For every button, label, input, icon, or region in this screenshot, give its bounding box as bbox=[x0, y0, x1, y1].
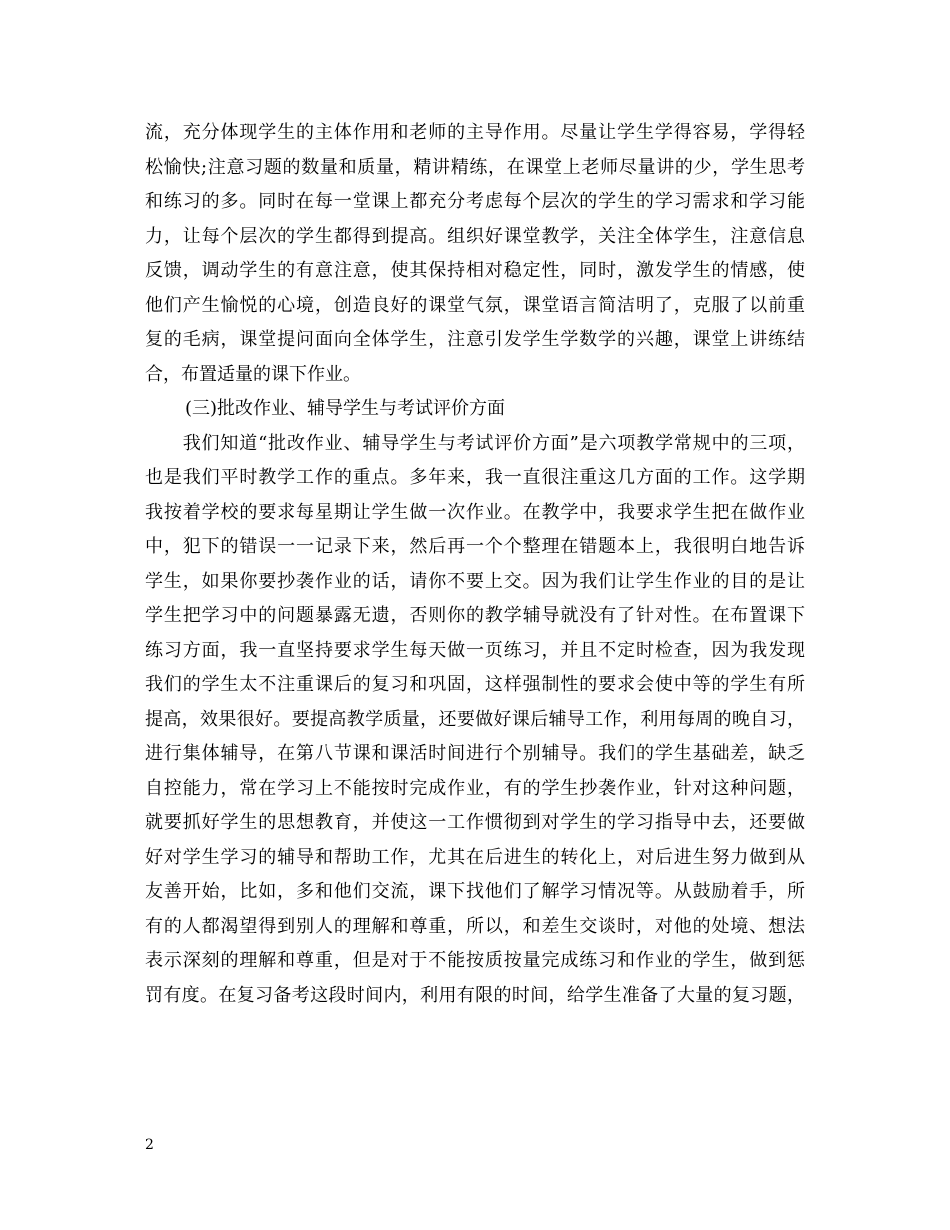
text-line: 也是我们平时教学工作的重点。多年来，我一直很注重这几方面的工作。这学期 bbox=[145, 467, 805, 488]
body-text bbox=[145, 116, 805, 1013]
text-line: 练习方面，我一直坚持要求学生每天做一页练习，并且不定时检查，因为我发现 bbox=[145, 639, 805, 661]
section-heading bbox=[145, 392, 805, 427]
text-line: 流，充分体现学生的主体作用和老师的主导作用。尽量让学生学得容易，学得轻 bbox=[145, 122, 805, 143]
text-line: 友善开始，比如，多和他们交流，课下找他们了解学习情况等。从鼓励着手，所 bbox=[145, 881, 805, 902]
text-line: 表示深刻的理解和尊重，但是对于不能按质按量完成练习和作业的学生，做到惩 bbox=[145, 950, 805, 971]
text-line: 我按着学校的要求每星期让学生做一次作业。在教学中，我要求学生把在做作业 bbox=[145, 501, 805, 523]
text-line: 复的毛病，课堂提问面向全体学生，注意引发学生学数学的兴趣，课堂上讲练结 bbox=[145, 329, 805, 350]
text-line: 力，让每个层次的学生都得到提高。组织好课堂教学，关注全体学生，注意信息 bbox=[145, 225, 805, 247]
text-line: 学生把学习中的问题暴露无遗，否则你的教学辅导就没有了针对性。在布置课下 bbox=[145, 605, 805, 626]
text-line: 提高，效果很好。要提高教学质量，还要做好课后辅导工作，利用每周的晚自习， bbox=[145, 708, 805, 730]
text-line: 我们的学生太不注重课后的复习和巩固，这样强制性的要求会使中等的学生有所 bbox=[145, 674, 805, 695]
paragraph-continuation bbox=[145, 116, 805, 392]
text-line: 罚有度。在复习备考这段时间内，利用有限的时间，给学生准备了大量的复习题， bbox=[145, 984, 805, 1006]
text-line: 反馈，调动学生的有意注意，使其保持相对稳定性，同时，激发学生的情感，使 bbox=[145, 260, 805, 281]
text-line: 进行集体辅导，在第八节课和课活时间进行个别辅导。我们的学生基础差，缺乏 bbox=[145, 743, 805, 764]
text-line: 中，犯下的错误一一记录下来，然后再一个个整理在错题本上，我很明白地告诉 bbox=[145, 536, 805, 557]
text-line: 和练习的多。同时在每一堂课上都充分考虑每个层次的学生的学习需求和学习能 bbox=[145, 191, 805, 212]
text-line: 松愉快;注意习题的数量和质量，精讲精练，在课堂上老师尽量讲的少，学生思考 bbox=[145, 156, 805, 178]
text-line: 好对学生学习的辅导和帮助工作，尤其在后进生的转化上，对后进生努力做到从 bbox=[145, 846, 805, 868]
text-line: 有的人都渴望得到别人的理解和尊重，所以，和差生交谈时，对他的处境、想法 bbox=[145, 915, 805, 937]
text-line: 学生，如果你要抄袭作业的话，请你不要上交。因为我们让学生作业的目的是让 bbox=[145, 570, 805, 592]
text-line: 自控能力，常在学习上不能按时完成作业，有的学生抄袭作业，针对这种问题， bbox=[145, 777, 805, 799]
page-number: 2 bbox=[145, 1137, 154, 1153]
text-line: 我们知道“批改作业、辅导学生与考试评价方面”是六项教学常规中的三项， bbox=[145, 432, 805, 454]
text-line: 他们产生愉悦的心境，创造良好的课堂气氛，课堂语言简洁明了，克服了以前重 bbox=[145, 294, 805, 316]
section-heading-text: (三)批改作业、辅导学生与考试评价方面 bbox=[185, 398, 506, 419]
paragraph-main bbox=[145, 427, 805, 1014]
text-line: 合，布置适量的课下作业。 bbox=[145, 363, 361, 385]
text-line: 就要抓好学生的思想教育，并使这一工作惯彻到对学生的学习指导中去，还要做 bbox=[145, 812, 805, 833]
